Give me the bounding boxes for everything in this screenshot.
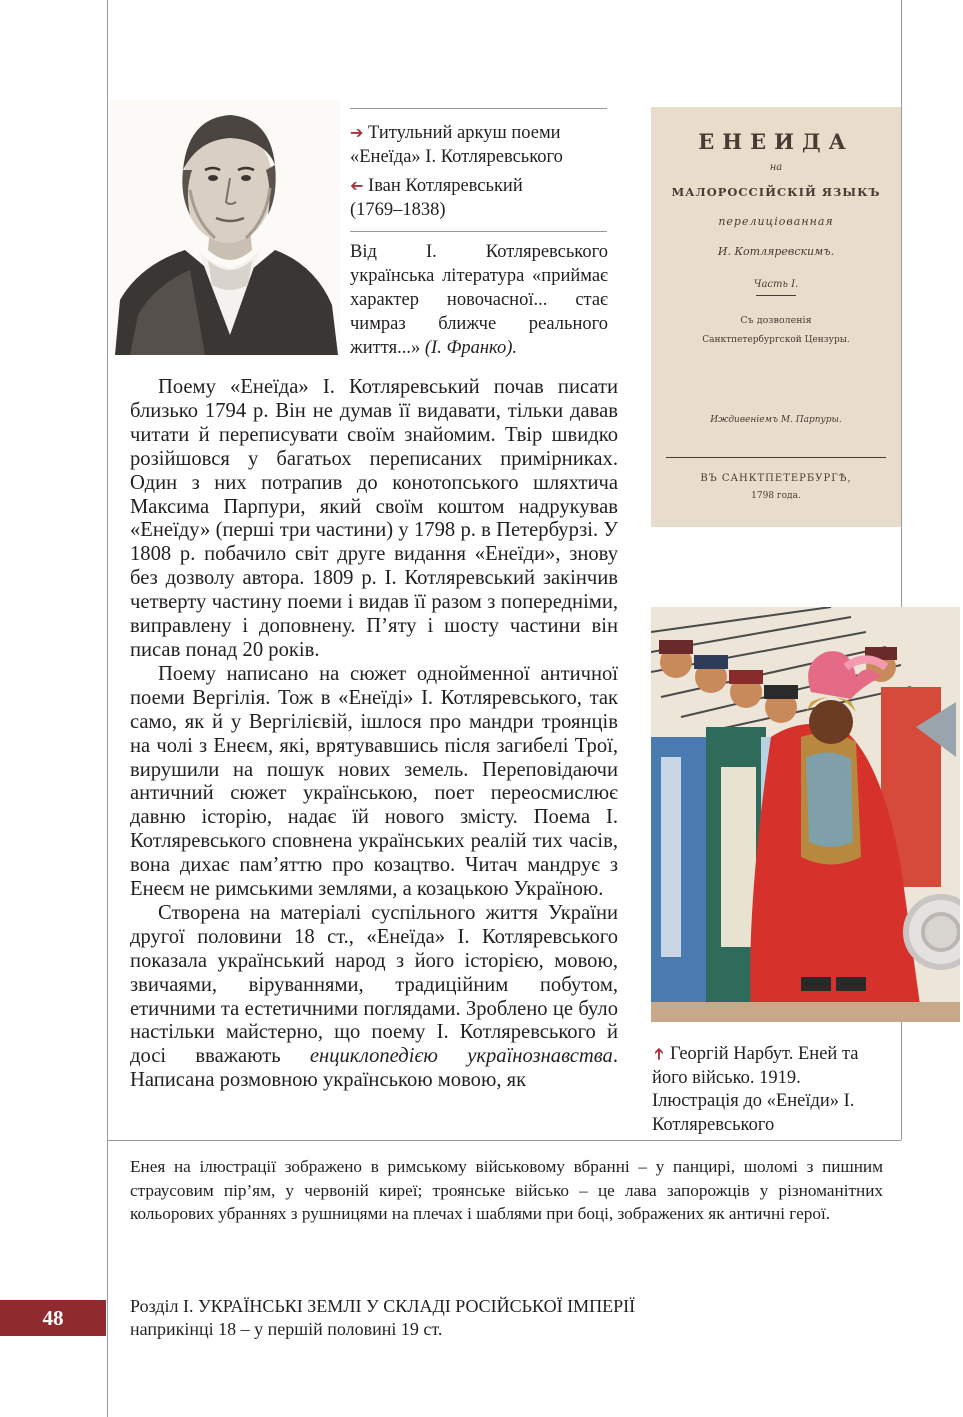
left-margin-rule <box>107 0 108 1417</box>
section-footer <box>130 1295 830 1341</box>
portrait-caption: ➔ Іван Котляревський (1769–1838) <box>350 176 523 220</box>
page-number: 48 <box>0 1300 106 1336</box>
franko-quote: Від І. Котляревського українська література «приймає характер новочасної... стає чимраз ближче реального життя...» (І. Франко). <box>350 242 608 358</box>
footer-line-2: наприкінці 18 – у першій половині 19 ст. <box>130 1319 443 1339</box>
tp-line-10: ВЪ САНКТПЕТЕРБУРГѢ, <box>700 473 852 484</box>
note-top-rule <box>107 1140 901 1141</box>
tp-line-5: И. Котляревскимъ. <box>717 245 835 258</box>
tp-line-3: МАЛОРОССІЙСКІЙ ЯЗЫКЪ <box>671 185 881 199</box>
kotliarevsky-portrait <box>110 100 340 355</box>
caption-mid-rule <box>350 231 607 232</box>
emphasis-term: енциклопедією українознавства <box>309 1045 613 1068</box>
tp-line-4: перелицiованная <box>718 215 834 228</box>
illustration-caption: ➔ Георгій Нарбут. Еней та його військо. 1919. Ілюстрація до «Енеїди» І. Котляревського <box>648 1044 859 1135</box>
eneida-title-page-image <box>651 107 901 527</box>
paragraph-1: Поему «Енеїда» І. Котляревський почав писати близько 1794 р. Він не думав її видавати, тільки давав читати й переписувати своїм знайомим. Твір швидко розійшовся у багатьох переписаних примірниках. Один з них потрапив до конотопського шляхтича Максима Парпури, який своїм коштом надрукував «Енеїду» (перші три частини) у 1798 р. в Петербурзі. У 1808 р. побачило світ друге видання «Енеїди», знову без дозволу автора. 1809 р. І. Котляревський закінчив четверту частину поеми і видав її разом з попередніми, виправлену і доповнену. П’яту і шосту частини він писав понад 20 років. <box>130 376 618 661</box>
footer-line-1: Розділ І. УКРАЇНСЬКІ ЗЕМЛІ У СКЛАДІ РОСІЙСЬКОЇ ІМПЕРІЇ <box>130 1296 636 1316</box>
tp-line-11: 1798 года. <box>751 491 801 501</box>
tp-bottom-rule <box>666 457 886 458</box>
tp-line-8: Санктпетербургской Цензуры. <box>702 335 850 345</box>
paragraph-3: Створена на матеріалі суспільного життя України другої половини 18 ст., «Енеїда» І. Котляревського показала український народ з його історією, мовою, звичаями, віруваннями, традиційним побутом, етичними та естетичними поглядами. Зроблено це було настільки майстерно, що поему І. Котляревського й досі вважають енциклопедією українознавства. Написана розмовною українською мовою, як <box>130 901 619 1092</box>
caption-top-rule <box>350 108 607 109</box>
tp-rule <box>756 295 796 296</box>
quote-attribution: (І. Франко). <box>424 338 517 358</box>
tp-line-2: на <box>769 162 783 173</box>
narbut-illustration <box>651 607 960 1022</box>
tp-line-7: Съ дозволенія <box>740 315 812 326</box>
paragraph-2: Поему написано на сюжет однойменної античної поеми Вергілія. Тож в «Енеїді» І. Котляревського, так само, як й у Вергілієвій, ішлося про мандри троянців на чолі з Енеєм, які, врятувавшись після загибелі Трої, вирушили на пошук нових земель. Переповідаючи античний сюжет українською, поет переосмислює давню історію, надає їй нового змісту. Поема І. Котляревського сповнена українських реалій тих часів, вона дихає пам’яттю про козацтво. Читач мандрує з Енеєм не римськими землями, а козацькою Україною. <box>130 662 618 901</box>
tp-line-9: Иждивенiемъ М. Парпуры. <box>710 415 842 425</box>
title-page-caption: ➔ Титульний аркуш поеми «Енеїда» І. Котляревського <box>350 123 563 167</box>
tp-line-1: ЕНЕИДА <box>698 129 854 154</box>
illustration-note: Енея на ілюстрації зображено в римському військовому вбранні – у панцирі, шоломі з пишним страусовим пір’ям, у червоній киреї; троянське військо – це лава запорожців у різноманітних кольорових убраннях з рушницями на плечах і шаблями при боці, зображених як античні герої. <box>130 1157 883 1223</box>
tp-line-6: Часть I. <box>753 279 799 290</box>
arrow-right-icon: ➔ <box>350 123 364 142</box>
arrow-up-icon: ➔ <box>648 1047 668 1061</box>
arrow-left-icon: ➔ <box>350 176 364 195</box>
main-text <box>130 376 618 1093</box>
